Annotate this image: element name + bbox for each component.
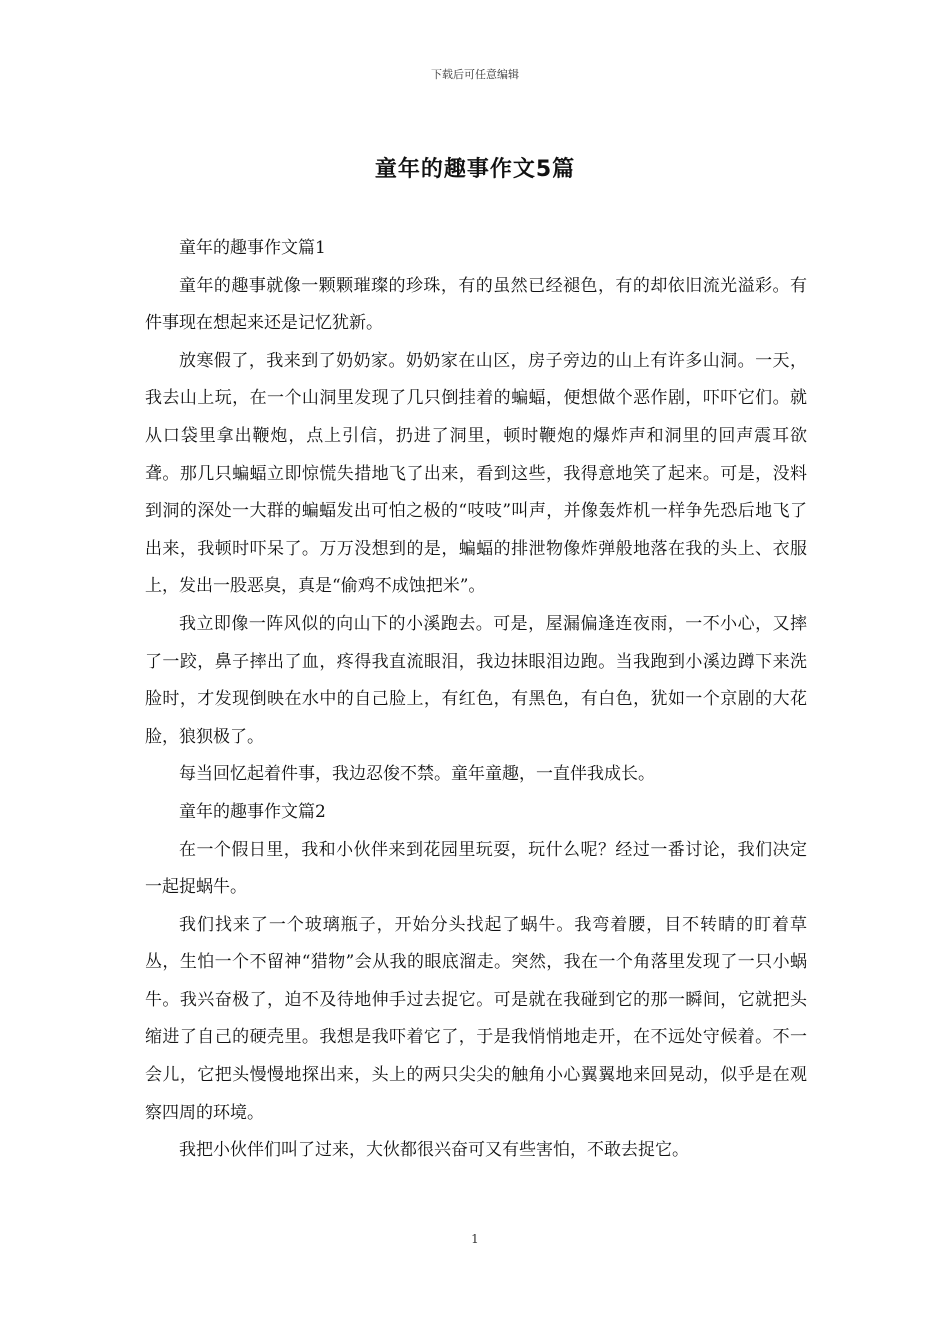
page-header: 下载后可任意编辑 — [431, 68, 519, 81]
paragraph: 每当回忆起着件事，我边忍俊不禁。童年童趣，一直伴我成长。 — [179, 764, 655, 785]
paragraph: 我立即像一阵风似的向山下的小溪跑去。可是，屋漏偏逢连夜雨，一不小心，又摔了一跤，鼻子摔出了血，疼得我直流眼泪，我边抹眼泪边跑。当我跑到小溪边蹲下来洗脸时，才发现倒映在水中的自己脸上，有红色，有黑色，有白色，犹如一个京剧的大花脸，狼狈极了。 — [145, 613, 807, 747]
paragraph: 我们找来了一个玻璃瓶子，开始分头找起了蜗牛。我弯着腰，目不转睛的盯着草丛，生怕一个不留神“猎物”会从我的眼底溜走。突然，我在一个角落里发现了一只小蜗牛。我兴奋极了，迫不及待地伸手过去捉它。可是就在我碰到它的那一瞬间，它就把头缩进了自己的硬壳里。我想是我吓着它了，于是我悄悄地走开，在不远处守候着。不一会儿，它把头慢慢地探出来，头上的两只尖尖的触角小心翼翼地来回晃动，似乎是在观察四周的环境。 — [145, 914, 807, 1123]
document-title: 童年的趣事作文5篇 — [374, 157, 576, 182]
page-number: 1 — [471, 1232, 479, 1246]
paragraph: 在一个假日里，我和小伙伴来到花园里玩耍，玩什么呢？经过一番讨论，我们决定一起捉蜗牛。 — [145, 839, 807, 898]
section-heading-1: 童年的趣事作文篇1 — [179, 238, 326, 258]
document-body — [145, 230, 807, 1170]
paragraph: 我把小伙伴们叫了过来，大伙都很兴奋可又有些害怕，不敢去捉它。 — [179, 1140, 689, 1161]
paragraph: 放寒假了，我来到了奶奶家。奶奶家在山区，房子旁边的山上有许多山洞。一天，我去山上玩，在一个山洞里发现了几只倒挂着的蝙蝠，便想做个恶作剧，吓吓它们。就从口袋里拿出鞭炮，点上引信，扔进了洞里，顿时鞭炮的爆炸声和洞里的回声震耳欲聋。那几只蝙蝠立即惊慌失措地飞了出来，看到这些，我得意地笑了起来。可是，没料到洞的深处一大群的蝙蝠发出可怕之极的“吱吱”叫声，并像轰炸机一样争先恐后地飞了出来，我顿时吓呆了。万万没想到的是，蝙蝠的排泄物像炸弹般地落在我的头上、衣服上，发出一股恶臭，真是“偷鸡不成蚀把米”。 — [145, 350, 807, 597]
section-heading-2: 童年的趣事作文篇2 — [179, 801, 326, 822]
paragraph: 童年的趣事就像一颗颗璀璨的珍珠，有的虽然已经褪色，有的却依旧流光溢彩。有件事现在想起来还是记忆犹新。 — [145, 275, 807, 334]
